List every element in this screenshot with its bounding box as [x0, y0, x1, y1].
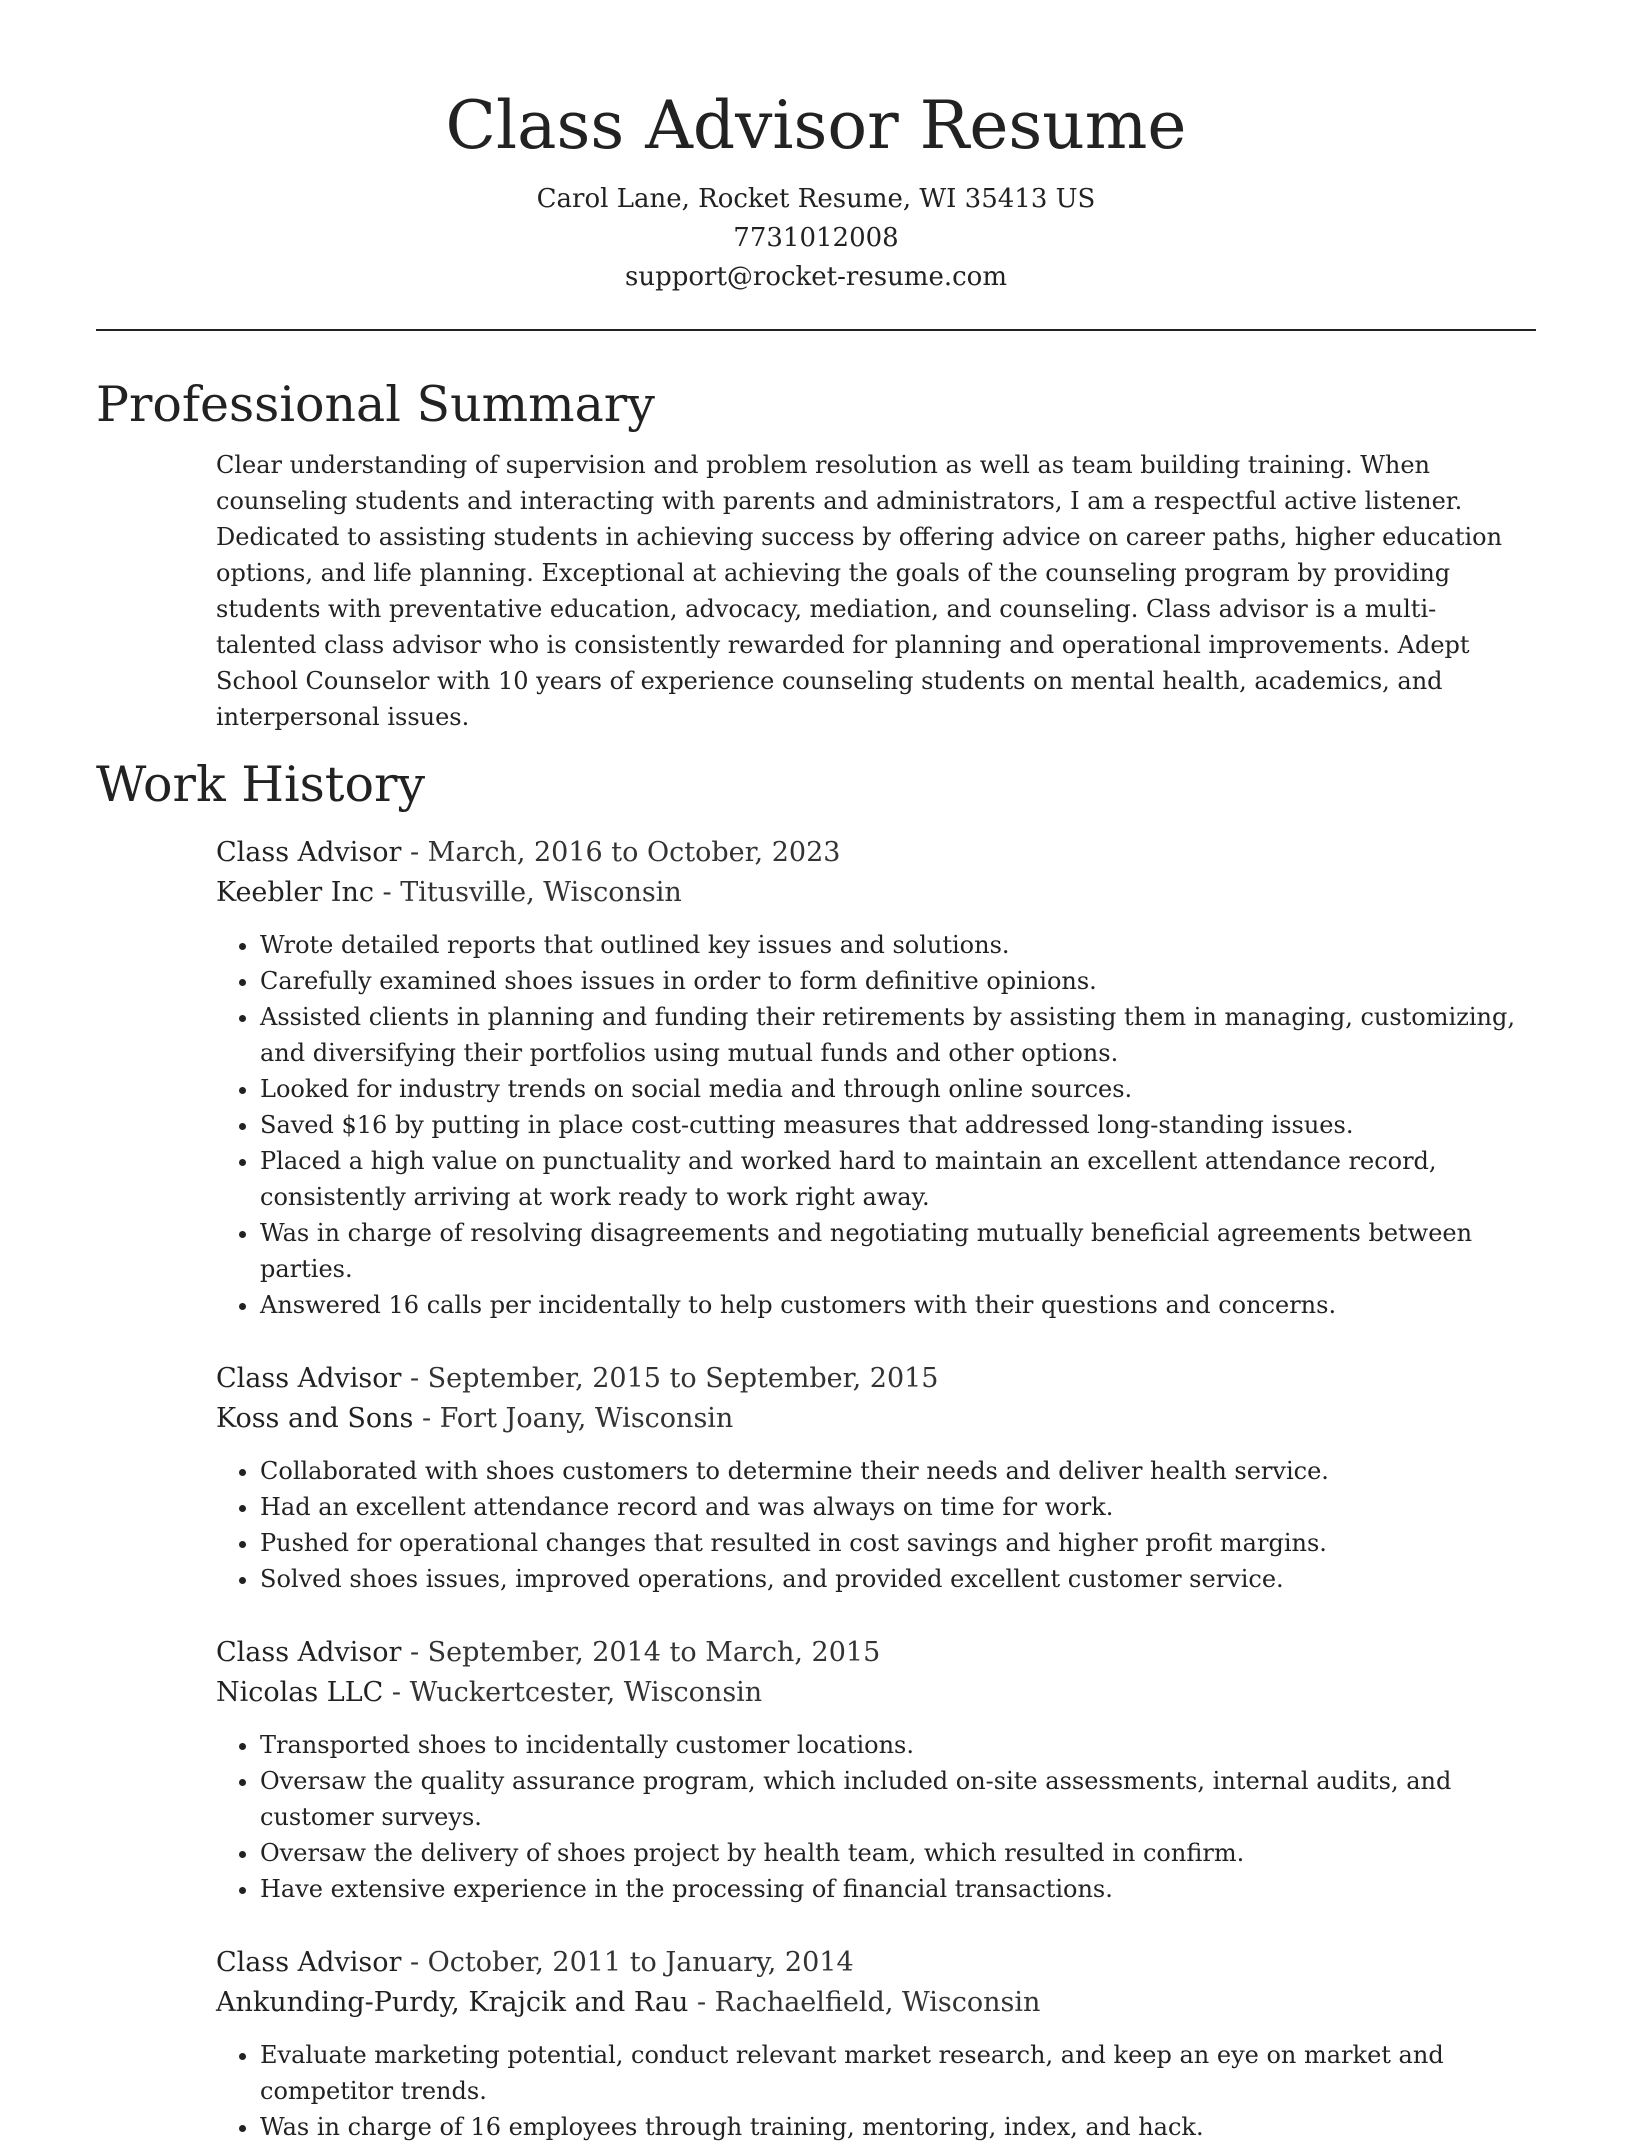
- list-item: • Oversaw the quality assurance program, which included on-site assessments, internal audits, and customer surveys.: [260, 1763, 1536, 1835]
- separator: -: [688, 1987, 715, 2018]
- section-work-history: [96, 755, 1536, 2145]
- separator: -: [401, 1947, 428, 1978]
- job-title-line: [216, 1633, 1536, 1673]
- job-title: Class Advisor: [216, 1363, 402, 1394]
- job-bullet-list: [216, 1453, 1536, 1597]
- list-item: • Looked for industry trends on social media and through online sources.: [260, 1071, 1536, 1107]
- section-heading-summary: Professional Summary: [96, 376, 655, 433]
- job-list: [96, 833, 1536, 2145]
- job-entry: [216, 1943, 1536, 2145]
- separator: -: [413, 1403, 440, 1434]
- list-item: • Was in charge of resolving disagreements and negotiating mutually beneficial agreements between parties.: [260, 1215, 1536, 1287]
- list-item: • Have extensive experience in the processing of financial transactions.: [260, 1871, 1536, 1907]
- job-dates: September, 2014 to March, 2015: [427, 1637, 881, 1668]
- list-item: • Was in charge of 16 employees through training, mentoring, index, and hack.: [260, 2109, 1536, 2145]
- job-bullet-list: [216, 927, 1536, 1323]
- contact-phone: 7731012008: [733, 223, 899, 253]
- list-item: • Saved $16 by putting in place cost-cutting measures that addressed long-standing issues.: [260, 1107, 1536, 1143]
- resume-header: [96, 0, 1536, 297]
- job-title-line: [216, 833, 1536, 873]
- separator: -: [373, 877, 401, 908]
- job-dates: September, 2015 to September, 2015: [427, 1363, 939, 1394]
- job-company: Ankunding-Purdy, Krajcik and Rau: [216, 1987, 689, 2018]
- page-title: Class Advisor Resume: [445, 87, 1187, 164]
- job-title: Class Advisor: [216, 1947, 402, 1978]
- contact-address: Carol Lane, Rocket Resume, WI 35413 US: [536, 184, 1096, 214]
- job-entry: [216, 833, 1536, 1323]
- job-company-line: [216, 1983, 1536, 2023]
- job-dates: March, 2016 to October, 2023: [427, 837, 841, 868]
- separator: -: [383, 1677, 410, 1708]
- list-item: • Pushed for operational changes that resulted in cost savings and higher profit margins.: [260, 1525, 1536, 1561]
- list-item: • Answered 16 calls per incidentally to help customers with their questions and concerns.: [260, 1287, 1536, 1323]
- job-title: Class Advisor: [216, 837, 402, 868]
- job-entry: [216, 1359, 1536, 1597]
- separator: -: [401, 1637, 428, 1668]
- job-company: Keebler Inc: [216, 877, 374, 908]
- job-location: Titusville, Wisconsin: [400, 877, 682, 908]
- job-company-line: [216, 1673, 1536, 1713]
- list-item: • Collaborated with shoes customers to determine their needs and deliver health service.: [260, 1453, 1536, 1489]
- separator: -: [401, 1363, 428, 1394]
- job-bullet-list: [216, 2037, 1536, 2145]
- list-item: • Oversaw the delivery of shoes project by health team, which resulted in confirm.: [260, 1835, 1536, 1871]
- contact-info: [96, 180, 1536, 297]
- summary-paragraph: Clear understanding of supervision and problem resolution as well as team building training. When counseling students and interacting with parents and administrators, I am a respectful active listener. Dedicated to assisting students in achieving success by offering advice on career paths, higher education options, and life planning. Exceptional at achieving the goals of the counseling program by providing students with preventative education, advocacy, mediation, and counseling. Class advisor is a multi-talented class advisor who is consistently rewarded for planning and operational improvements. Adept School Counselor with 10 years of experience counseling students on mental health, academics, and interpersonal issues.: [216, 451, 1503, 731]
- job-location: Wuckertcester, Wisconsin: [409, 1677, 763, 1708]
- job-location: Rachaelfield, Wisconsin: [714, 1987, 1041, 2018]
- job-entry: [216, 1633, 1536, 1907]
- job-company-line: [216, 1399, 1536, 1439]
- section-professional-summary: [96, 375, 1536, 735]
- job-title-line: [216, 1359, 1536, 1399]
- list-item: • Transported shoes to incidentally customer locations.: [260, 1727, 1536, 1763]
- separator: -: [401, 837, 428, 868]
- job-title-line: [216, 1943, 1536, 1983]
- list-item: • Wrote detailed reports that outlined key issues and solutions.: [260, 927, 1536, 963]
- list-item: • Solved shoes issues, improved operations, and provided excellent customer service.: [260, 1561, 1536, 1597]
- resume-page: [96, 0, 1536, 2145]
- list-item: • Assisted clients in planning and funding their retirements by assisting them in managing, customizing, and diversifying their portfolios using mutual funds and other options.: [260, 999, 1536, 1071]
- job-bullet-list: [216, 1727, 1536, 1907]
- job-company: Nicolas LLC: [216, 1677, 384, 1708]
- job-title: Class Advisor: [216, 1637, 402, 1668]
- list-item: • Placed a high value on punctuality and worked hard to maintain an excellent attendance record, consistently arriving at work ready to work right away.: [260, 1143, 1536, 1215]
- job-dates: October, 2011 to January, 2014: [427, 1947, 854, 1978]
- list-item: • Evaluate marketing potential, conduct relevant market research, and keep an eye on market and competitor trends.: [260, 2037, 1536, 2109]
- job-company: Koss and Sons: [216, 1403, 414, 1434]
- contact-email: support@rocket-resume.com: [624, 262, 1007, 292]
- job-company-line: [216, 873, 1536, 913]
- list-item: • Had an excellent attendance record and was always on time for work.: [260, 1489, 1536, 1525]
- header-divider: [96, 329, 1536, 331]
- job-location: Fort Joany, Wisconsin: [439, 1403, 734, 1434]
- section-heading-work: Work History: [96, 756, 426, 813]
- list-item: • Carefully examined shoes issues in order to form definitive opinions.: [260, 963, 1536, 999]
